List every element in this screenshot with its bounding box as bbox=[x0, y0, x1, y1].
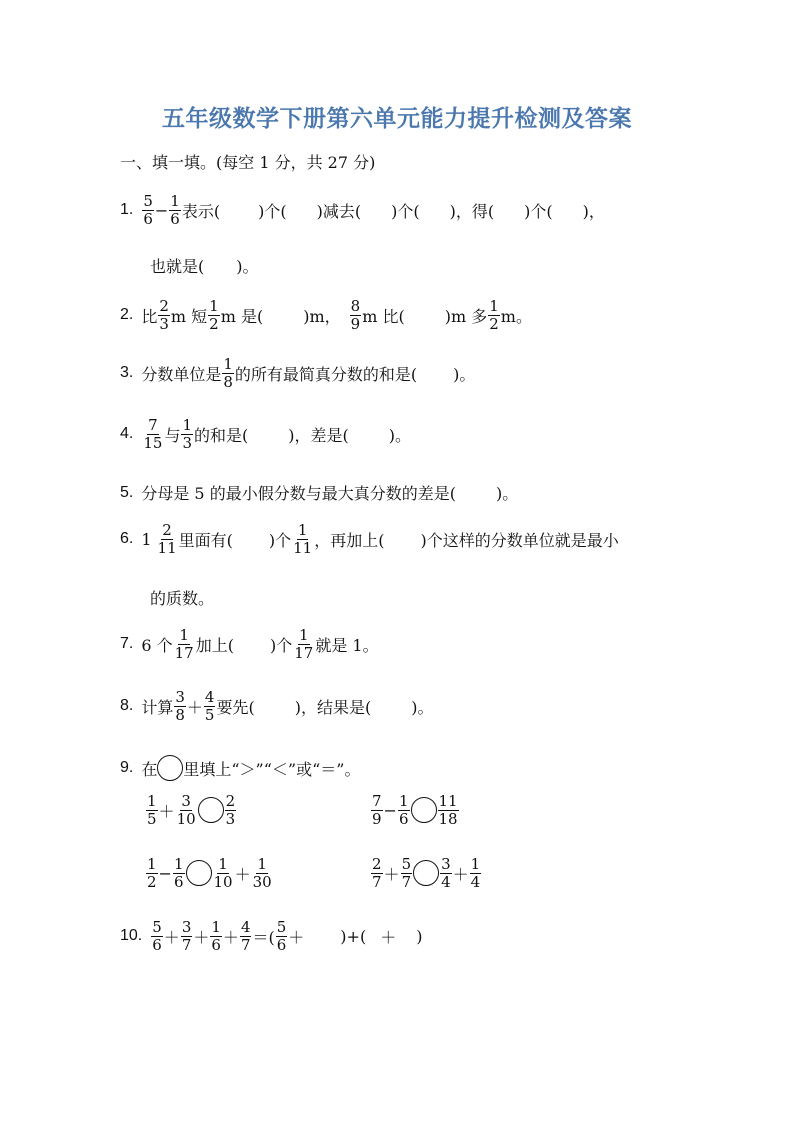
question-4: 4. $\frac{7}{15}$ 与 $\frac{1}{3}$ 的和是( )，差是( )。 bbox=[120, 416, 411, 452]
question-1-line2: 也就是( )。 bbox=[150, 257, 259, 276]
fraction: $\frac{1}{8}$ bbox=[223, 355, 233, 391]
fraction: $\frac{1}{2}$ bbox=[209, 297, 219, 333]
question-number: 1. bbox=[120, 201, 134, 218]
fraction: $\frac{5}{6}$ bbox=[276, 918, 287, 954]
fraction: $\frac{5}{7}$ bbox=[401, 855, 412, 891]
question-number: 2. bbox=[120, 306, 134, 323]
fraction: $\frac{2}{3}$ bbox=[225, 792, 236, 828]
fraction: $\frac{1}{4}$ bbox=[470, 855, 481, 891]
fraction: $\frac{2}{3}$ bbox=[159, 297, 169, 333]
fraction: $\frac{8}{9}$ bbox=[350, 297, 361, 333]
fraction: $\frac{1}{6}$ bbox=[170, 192, 180, 228]
question-number: 6. bbox=[120, 530, 134, 547]
question-9: 9. 在 里填上“＞”“＜”或“＝”。 bbox=[120, 755, 360, 781]
fraction: $\frac{3}{4}$ bbox=[441, 855, 451, 891]
question-number: 8. bbox=[120, 697, 134, 714]
fraction: $\frac{3}{7}$ bbox=[181, 918, 192, 954]
question-3: 3. 分数单位是 $\frac{1}{8}$ 的所有最简真分数的和是( )。 bbox=[120, 355, 476, 391]
fraction: $\frac{7}{9}$ bbox=[372, 792, 382, 828]
fraction: $\frac{5}{6}$ bbox=[143, 192, 153, 228]
question-5: 5. 分母是 5 的最小假分数与最大真分数的差是( )。 bbox=[120, 483, 519, 503]
fraction: $\frac{4}{7}$ bbox=[240, 918, 251, 954]
compare-circle[interactable] bbox=[411, 797, 437, 823]
fraction: $\frac{11}{18}$ bbox=[438, 792, 458, 828]
fraction: $\frac{1}{17}$ bbox=[294, 626, 314, 662]
fraction: $\frac{1}{3}$ bbox=[182, 416, 192, 452]
compare-item-3: $\frac{1}{2}$ − $\frac{1}{6}$ $\frac{1}{10}$ ＋ $\frac{1}{30}$ bbox=[147, 855, 272, 891]
question-number: 5. bbox=[120, 483, 134, 501]
question-1: 1. $\frac{5}{6}$ − $\frac{1}{6}$ 表示( )个( )减去( )个( )，得( )个( )， bbox=[120, 192, 605, 228]
fraction: $\frac{1}{6}$ bbox=[398, 792, 409, 828]
question-number: 4. bbox=[120, 425, 134, 442]
question-number: 7. bbox=[120, 635, 134, 652]
fraction: $\frac{1}{6}$ bbox=[211, 918, 221, 954]
question-6: 6. 1 $\frac{2}{11}$ 里面有( )个 $\frac{1}{11}$ ，再加上( )个这样的分数单位就是最小 bbox=[120, 521, 619, 557]
question-7: 7. 6 个 $\frac{1}{17}$ 加上( )个 $\frac{1}{17}$ 就是 1。 bbox=[120, 626, 379, 662]
fraction: $\frac{2}{11}$ bbox=[157, 521, 177, 557]
compare-item-2: $\frac{7}{9}$ − $\frac{1}{6}$ $\frac{11}{18}$ bbox=[372, 792, 458, 828]
blank-circle-icon bbox=[157, 755, 183, 781]
page-title: 五年级数学下册第六单元能力提升检测及答案 bbox=[162, 106, 632, 132]
fraction: $\frac{1}{10}$ bbox=[213, 855, 233, 891]
fraction: $\frac{5}{6}$ bbox=[152, 918, 162, 954]
question-number: 3. bbox=[120, 364, 134, 381]
fraction: $\frac{1}{2}$ bbox=[489, 297, 499, 333]
fraction: $\frac{3}{10}$ bbox=[176, 792, 196, 828]
fraction: $\frac{4}{5}$ bbox=[204, 688, 215, 724]
question-10: 10. $\frac{5}{6}$ ＋ $\frac{3}{7}$ ＋ $\frac{1}{6}$ ＋ $\frac{4}{7}$ ＝( $\frac{5}{6}$ ＋ )+( ＋ ) bbox=[120, 918, 423, 954]
fraction: $\frac{1}{17}$ bbox=[174, 626, 194, 662]
compare-circle[interactable] bbox=[198, 797, 224, 823]
compare-circle[interactable] bbox=[186, 860, 212, 886]
compare-circle[interactable] bbox=[413, 860, 439, 886]
question-2: 2. 比 $\frac{2}{3}$ m 短 $\frac{1}{2}$ m 是( )m， $\frac{8}{9}$ m 比( )m 多 $\frac{1}{2}$ m。 bbox=[120, 297, 532, 333]
compare-item-4: $\frac{2}{7}$ ＋ $\frac{5}{7}$ $\frac{3}{4}$ ＋ $\frac{1}{4}$ bbox=[372, 855, 481, 891]
fraction: $\frac{2}{7}$ bbox=[372, 855, 382, 891]
fraction: $\frac{1}{2}$ bbox=[147, 855, 157, 891]
compare-item-1: $\frac{1}{5}$ ＋ $\frac{3}{10}$ $\frac{2}{3}$ bbox=[147, 792, 236, 828]
question-number: 9. bbox=[120, 759, 134, 776]
question-8: 8. 计算 $\frac{3}{8}$ ＋ $\frac{4}{5}$ 要先( )，结果是( )。 bbox=[120, 688, 434, 724]
fraction: $\frac{3}{8}$ bbox=[175, 688, 185, 724]
question-number: 10. bbox=[120, 927, 143, 944]
fraction: $\frac{7}{15}$ bbox=[143, 416, 163, 452]
section-heading: 一、填一填。(每空 1 分，共 27 分) bbox=[120, 153, 376, 172]
fraction: $\frac{1}{30}$ bbox=[252, 855, 272, 891]
question-6-line2: 的质数。 bbox=[150, 589, 215, 608]
fraction: $\frac{1}{6}$ bbox=[173, 855, 184, 891]
fraction: $\frac{1}{11}$ bbox=[293, 521, 313, 557]
fraction: $\frac{1}{5}$ bbox=[147, 792, 157, 828]
